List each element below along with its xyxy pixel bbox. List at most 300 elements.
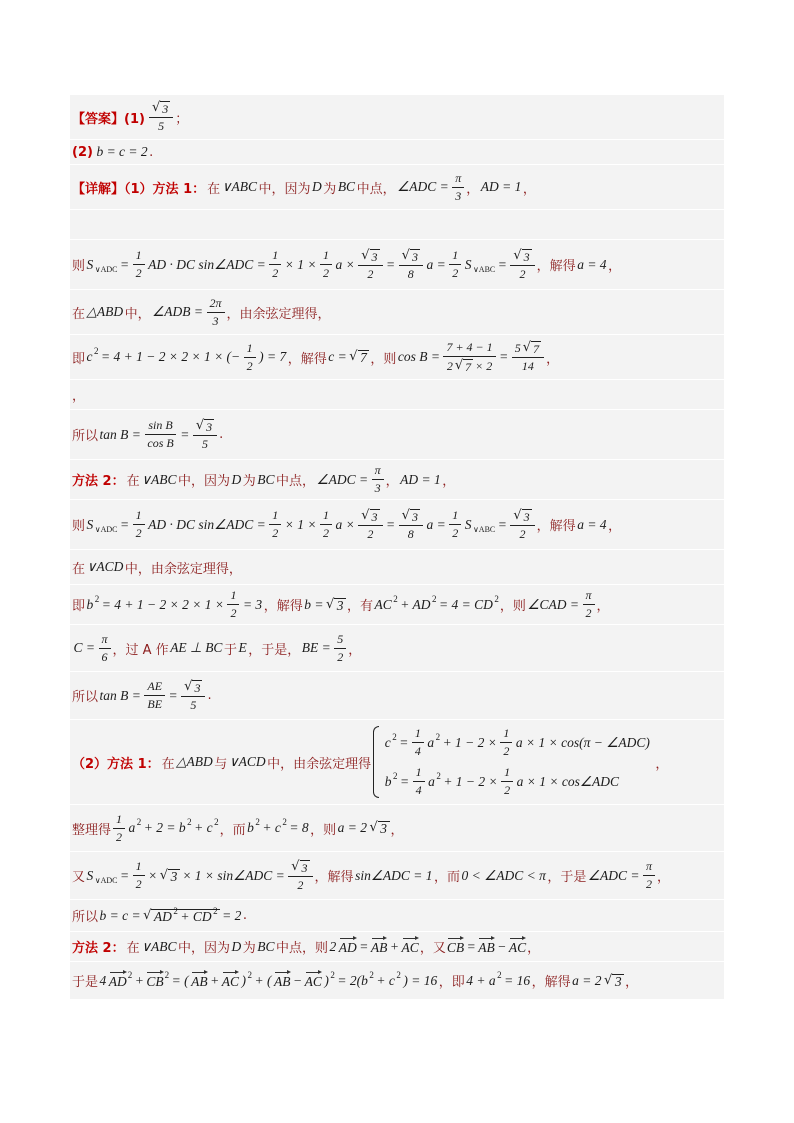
math-text: + — [389, 938, 400, 954]
text-run: 在 — [72, 561, 86, 577]
radicand — [410, 249, 420, 264]
fraction-numerator — [413, 765, 425, 782]
solution-line — [70, 585, 724, 625]
math-text: × 1 × sin∠ADC = — [182, 867, 285, 883]
text-run: ，于是 — [547, 870, 587, 885]
section-label: 【详解】（1）方法 1： — [72, 181, 206, 197]
math-text: 1 — [135, 248, 142, 262]
math-text: ∨ABC — [141, 938, 177, 954]
math-text: = — [499, 349, 509, 364]
fraction-numerator — [145, 418, 175, 435]
math-text: 2 — [246, 358, 253, 373]
math-text: = — [120, 867, 130, 883]
solution-line — [70, 962, 724, 1000]
fraction-denominator — [500, 743, 512, 759]
radical-sign-icon — [523, 340, 531, 356]
fraction — [372, 463, 384, 496]
math-text: 2 — [297, 877, 304, 892]
square-root — [402, 508, 420, 524]
math-text: − — [293, 972, 303, 988]
text-run: 与 — [214, 756, 228, 772]
radicand — [612, 974, 624, 989]
radical-sign-icon — [291, 859, 299, 875]
fraction — [358, 508, 382, 542]
math-text: ∨ABC — [141, 471, 177, 487]
math-text: 6 — [101, 649, 108, 664]
blank-line — [70, 210, 724, 240]
math-text: 1 — [415, 765, 422, 779]
fraction-numerator — [99, 632, 111, 649]
fraction — [227, 588, 239, 621]
fraction — [449, 508, 461, 541]
superscript: 2 — [330, 969, 335, 980]
solution-line — [70, 240, 724, 290]
fraction — [144, 679, 165, 712]
math-text: 2 — [585, 606, 592, 620]
math-text: 2 — [329, 938, 337, 954]
text-run: 即 — [72, 599, 86, 614]
math-text: b = c = — [99, 907, 141, 923]
radical-sign-icon — [184, 679, 192, 695]
section-label: （2）方法 1： — [72, 756, 160, 772]
math-text: D — [312, 179, 322, 194]
fraction-numerator — [399, 248, 423, 266]
fraction-denominator — [144, 435, 176, 451]
vector: AC — [401, 939, 419, 955]
math-text: π — [374, 463, 381, 477]
fraction-denominator — [199, 436, 211, 452]
text-run: ， — [390, 822, 404, 838]
math-text: 7 — [533, 342, 540, 356]
square-root — [196, 418, 214, 434]
text-run: 中点， — [276, 474, 316, 489]
fraction — [269, 248, 281, 281]
text-run: 则 — [72, 259, 86, 274]
math-text: 2 — [452, 526, 459, 540]
vector: CB — [446, 939, 465, 955]
fraction-denominator — [187, 697, 199, 713]
radicand — [358, 350, 370, 365]
math-text: 3 — [162, 102, 169, 116]
math-text: 2 — [230, 606, 237, 620]
fraction-numerator — [320, 248, 332, 265]
fraction — [449, 248, 461, 281]
radical-sign-icon — [402, 508, 410, 524]
fraction — [412, 726, 424, 759]
math-text: 1 — [135, 508, 142, 522]
math-text: C = — [73, 640, 95, 655]
text-run: 中，由余弦定理得， — [124, 561, 242, 577]
math-text: tan B = — [99, 426, 141, 442]
left-brace-icon — [373, 726, 379, 798]
fraction — [501, 765, 513, 798]
text-run: 在 — [161, 756, 175, 772]
radicand — [168, 869, 180, 884]
math-text: 5 — [337, 631, 344, 646]
math-text: 7 + 4 − 1 — [446, 340, 493, 354]
math-text: a × 1 × cos∠ADC — [516, 773, 619, 789]
solution-line — [70, 900, 724, 932]
text-run: 于 — [223, 642, 237, 658]
math-text: + 2 = b — [143, 820, 186, 835]
text-run: 所以 — [72, 690, 99, 705]
fraction-denominator — [99, 649, 111, 665]
math-text: 2 — [135, 266, 142, 280]
fraction-denominator — [517, 526, 529, 542]
math-text: ) — [241, 972, 247, 988]
math-text: 1 — [503, 726, 510, 740]
fraction — [244, 341, 256, 374]
math-text: × 1 × — [284, 516, 317, 532]
equation-row — [383, 765, 651, 798]
math-text: + CD — [180, 908, 212, 924]
radicand — [370, 509, 380, 524]
math-text: b = c = 2 — [96, 144, 148, 159]
math-text: + c — [194, 820, 213, 835]
radicand — [463, 359, 473, 374]
square-root — [160, 868, 180, 884]
section-label: 方法 2： — [72, 941, 125, 956]
square-root — [349, 349, 369, 365]
text-run: ，解得 — [314, 870, 354, 885]
math-text: × 1 × — [284, 256, 317, 272]
math-text: 3 — [380, 821, 388, 836]
math-text: a = — [426, 256, 446, 272]
math-text: + c — [376, 972, 395, 988]
solution-line — [70, 460, 724, 500]
fraction-numerator — [269, 508, 281, 525]
solution-line — [70, 625, 724, 672]
math-text: D — [231, 938, 242, 954]
subscript: ∨ABC — [472, 265, 496, 274]
math-text: ) — [324, 972, 329, 988]
solution-line — [70, 672, 724, 720]
math-text: △ABD — [86, 304, 124, 319]
fraction-numerator — [358, 508, 382, 526]
math-text: 3 — [336, 597, 344, 613]
square-root — [361, 508, 379, 524]
radicand — [522, 509, 532, 524]
fraction — [288, 859, 312, 893]
text-run: ，则 — [370, 351, 397, 367]
text-run: 中，因为 — [177, 474, 230, 489]
fraction-denominator — [501, 782, 513, 798]
radical-sign-icon — [160, 868, 168, 884]
superscript: 2 — [396, 969, 401, 980]
text-run: 整理得 — [72, 822, 112, 838]
solution-line — [70, 380, 724, 410]
solution-line — [70, 932, 724, 962]
radical-sign-icon — [349, 349, 357, 365]
math-text: × 2 — [475, 358, 493, 373]
fraction — [99, 632, 111, 665]
math-text: 1 — [230, 588, 237, 602]
math-text: 2 — [322, 266, 329, 280]
math-text: × — [148, 867, 158, 883]
math-text: + — [134, 972, 144, 988]
math-text: AD = 1 — [400, 471, 441, 487]
superscript: 2 — [436, 770, 441, 781]
text-run: ， — [608, 519, 622, 534]
vector: AB — [274, 973, 291, 989]
square-root — [152, 100, 170, 116]
fraction-denominator — [144, 696, 165, 712]
section-label: 【答案】(1) — [72, 111, 145, 127]
math-text: tan B = — [99, 687, 141, 703]
fraction — [399, 248, 423, 282]
solution-line — [70, 720, 724, 805]
square-root — [523, 340, 541, 356]
fraction-denominator — [269, 265, 281, 281]
fraction-denominator — [449, 265, 461, 281]
text-run: ，解得 — [531, 975, 571, 990]
math-text: 3 — [411, 509, 418, 524]
superscript: 2 — [282, 817, 287, 827]
solution-line — [70, 290, 724, 335]
fraction — [358, 248, 382, 282]
superscript: 2 — [213, 905, 218, 916]
text-run: ，而 — [219, 822, 246, 838]
fraction — [512, 340, 544, 374]
math-text: = 8 — [289, 820, 309, 835]
fraction — [320, 248, 332, 281]
fraction-numerator — [643, 859, 655, 876]
math-text: 1 — [414, 726, 421, 740]
vector: AC — [221, 973, 240, 989]
fraction-denominator — [517, 266, 529, 282]
text-run: . — [207, 688, 212, 703]
fraction — [133, 859, 145, 892]
math-text: + c — [262, 820, 281, 835]
text-run: 在 — [126, 941, 140, 956]
math-text: b — [384, 773, 392, 789]
math-text: 3 — [455, 188, 462, 203]
radicand — [334, 598, 346, 613]
math-text: 8 — [407, 526, 414, 541]
math-text: 2 — [272, 526, 279, 540]
solution-line — [70, 805, 724, 852]
fraction — [510, 248, 534, 282]
math-text: AD · DC sin∠ADC = — [148, 256, 266, 272]
fraction-denominator — [452, 188, 464, 204]
fraction-numerator — [358, 248, 382, 266]
fraction-denominator — [643, 876, 655, 892]
solution-line — [70, 500, 724, 550]
answer-part-1 — [70, 95, 724, 140]
text-run: ， — [527, 941, 541, 956]
math-text: AD = 1 — [480, 179, 522, 194]
radical-sign-icon — [326, 597, 334, 613]
fraction-denominator — [413, 782, 425, 798]
text-run: ，则 — [499, 599, 526, 614]
text-run: ； — [175, 111, 189, 127]
math-text: c = — [328, 349, 347, 364]
square-root — [143, 905, 220, 924]
math-text: 1 — [135, 859, 142, 873]
fraction-numerator — [288, 859, 312, 877]
radicand — [378, 821, 390, 836]
fraction-denominator — [320, 525, 332, 541]
fraction-denominator — [133, 265, 145, 281]
superscript: 2 — [94, 593, 100, 604]
fraction-denominator — [244, 358, 256, 374]
superscript: 2 — [164, 969, 170, 980]
superscript: 2 — [393, 593, 398, 604]
radicand — [531, 341, 541, 356]
fraction-denominator — [583, 605, 595, 621]
math-text: = 4 = CD — [439, 596, 493, 612]
fraction-numerator — [133, 248, 145, 265]
math-text: 1 — [322, 508, 329, 522]
math-text: ) = 16 — [403, 972, 438, 988]
math-text: E — [238, 640, 247, 655]
superscript: 2 — [494, 593, 499, 604]
square-root — [513, 248, 531, 264]
fraction — [643, 859, 655, 892]
radicand — [522, 249, 532, 264]
math-text: ∠ADB = — [152, 304, 203, 319]
fraction-numerator — [510, 508, 534, 526]
radicand — [300, 860, 310, 875]
math-text: cos B — [147, 436, 174, 450]
superscript: 2 — [369, 969, 374, 980]
math-text: 3 — [212, 313, 219, 328]
math-text: sin∠ADC = 1 — [355, 867, 433, 883]
text-run: ，解得 — [536, 519, 576, 534]
equation-rows — [383, 726, 651, 798]
math-text: 2 — [446, 358, 453, 373]
math-text: BC — [257, 938, 275, 954]
fraction-denominator — [449, 525, 461, 541]
radicand — [370, 249, 380, 264]
solution-document — [70, 95, 724, 1000]
fraction-denominator — [405, 526, 417, 542]
fraction-numerator — [334, 632, 346, 649]
text-run: 中， — [124, 306, 151, 322]
text-run: 中，由余弦定理得 — [267, 756, 372, 772]
fraction-denominator — [519, 358, 537, 374]
square-root — [455, 358, 473, 374]
vector: CB — [146, 973, 164, 989]
math-text: 2 — [519, 266, 526, 281]
fraction — [113, 812, 125, 845]
subscript: ∨ADC — [94, 265, 118, 274]
radicand — [410, 509, 420, 524]
fraction-numerator — [269, 248, 281, 265]
fraction-numerator — [510, 248, 534, 266]
text-run: 中点，则 — [276, 941, 329, 956]
solution-line — [70, 165, 724, 210]
text-run: ， — [625, 975, 639, 990]
fraction — [399, 508, 423, 542]
vector: AB — [191, 973, 208, 989]
math-text: BE — [147, 697, 163, 711]
math-text: 5 — [190, 697, 197, 712]
text-run: ， — [657, 870, 671, 885]
solution-line — [70, 550, 724, 585]
text-run: ， — [348, 642, 362, 658]
math-text: 8 — [407, 266, 414, 281]
fraction-numerator — [512, 340, 544, 358]
superscript: 2 — [214, 817, 219, 827]
fraction-numerator — [449, 508, 461, 525]
solution-line — [70, 410, 724, 460]
fraction-numerator — [149, 100, 173, 118]
text-run: 则 — [72, 519, 86, 534]
fraction — [269, 508, 281, 541]
math-text: = ( — [171, 972, 189, 988]
math-text: 3 — [371, 249, 378, 264]
math-text: 3 — [170, 868, 178, 884]
superscript: 2 — [255, 817, 260, 827]
math-text: AD — [153, 908, 172, 924]
fraction-denominator — [444, 357, 495, 374]
section-label: 方法 2： — [72, 474, 125, 489]
superscript: 2 — [136, 817, 142, 827]
math-text: = 2 — [222, 907, 242, 923]
math-text: sin B — [148, 418, 173, 432]
math-text: 7 — [465, 360, 472, 374]
math-text: 3 — [374, 481, 381, 495]
radicand — [192, 680, 202, 695]
math-text: a = — [426, 516, 446, 532]
math-text: + ( — [254, 972, 272, 988]
section-label: (2) — [72, 144, 93, 160]
text-run: ，即 — [438, 975, 465, 990]
fraction — [144, 418, 176, 451]
fraction-denominator — [405, 266, 417, 282]
text-run: ， — [546, 351, 560, 367]
math-text: 4 — [99, 972, 107, 988]
superscript: 2 — [392, 731, 397, 742]
fraction-numerator — [320, 508, 332, 525]
vector: AB — [370, 939, 388, 955]
math-text: 1 — [322, 248, 329, 262]
math-text: = — [497, 256, 507, 272]
math-text: ∠ADC = — [587, 867, 640, 883]
math-text: AC — [374, 596, 392, 612]
fraction-numerator — [227, 588, 239, 605]
square-root — [326, 597, 346, 613]
math-text: ∨ACD — [228, 754, 266, 769]
equation-row — [383, 726, 651, 759]
math-text: 2 — [272, 266, 279, 280]
math-text: 2 — [519, 526, 526, 541]
math-text: = 16 — [504, 972, 531, 988]
math-text: = — [168, 687, 178, 703]
math-text: 2 — [135, 526, 142, 540]
subscript: ∨ABC — [472, 525, 496, 534]
superscript: 2 — [432, 593, 437, 604]
text-run: ，而 — [434, 870, 461, 885]
fraction-numerator — [443, 340, 495, 357]
solution-line — [70, 852, 724, 900]
math-text: AD · DC sin∠ADC = — [148, 516, 266, 532]
math-text: 14 — [521, 359, 534, 373]
math-text: 4 — [414, 744, 421, 758]
text-run: ， — [72, 389, 86, 404]
math-text: 1 — [272, 248, 279, 262]
fraction-denominator — [269, 525, 281, 541]
text-run: 中，因为 — [258, 181, 311, 197]
math-text: = 2(b — [337, 972, 368, 988]
text-run: . — [242, 908, 248, 923]
math-text: 1 — [272, 508, 279, 522]
math-text: 0 < ∠ADC < π — [461, 867, 546, 883]
fraction-numerator — [372, 463, 384, 480]
math-text: D — [231, 471, 242, 487]
math-text: 2 — [116, 829, 123, 844]
